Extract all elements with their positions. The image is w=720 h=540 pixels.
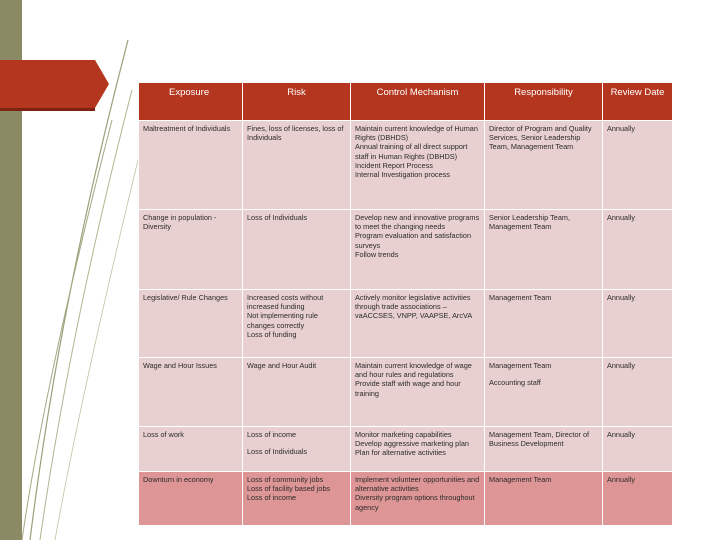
title-banner [0,60,95,108]
cell-control: Maintain current knowledge of Human Rights (DBHDS) Annual training of all direct support staff in Human Rights (DBHDS) Incident Report Process Internal Investigation process [351,121,485,210]
table-row [139,290,673,358]
risk-management-table [138,82,673,526]
cell-responsibility: Management Team [485,472,603,526]
cell-review: Annually [603,472,673,526]
cell-control: Implement volunteer opportunities and alternative activities Diversity program options throughout agency [351,472,485,526]
cell-risk: Loss of community jobs Loss of facility based jobs Loss of income [243,472,351,526]
header-review-date: Review Date [603,83,673,121]
table-header-row [139,83,673,121]
cell-risk: Increased costs without increased funding Not implementing rule changes correctly Loss of funding [243,290,351,358]
table-row [139,472,673,526]
cell-responsibility: Management Team [485,290,603,358]
header-exposure: Exposure [139,83,243,121]
cell-exposure: Downturn in economy [139,472,243,526]
cell-risk: Wage and Hour Audit [243,358,351,427]
table-row [139,358,673,427]
cell-risk-extra: Loss of Individuals [247,447,308,457]
title-banner-shadow [0,108,95,111]
header-control-mechanism: Control Mechanism [351,83,485,121]
cell-responsibility: Management Team, Director of Business Development [485,427,603,472]
cell-exposure: Maltreatment of Individuals [139,121,243,210]
cell-responsibility: Management Team Accounting staff [485,358,603,427]
cell-review: Annually [603,121,673,210]
cell-review: Annually [603,358,673,427]
cell-control: Maintain current knowledge of wage and hour rules and regulations Provide staff with wage and hour training [351,358,485,427]
cell-risk: Loss of income Loss of Individuals [243,427,351,472]
cell-control: Develop new and innovative programs to meet the changing needs Program evaluation and satisfaction surveys Follow trends [351,210,485,290]
cell-control: Monitor marketing capabilities Develop aggressive marketing plan Plan for alternative activities [351,427,485,472]
cell-review: Annually [603,427,673,472]
table-row [139,210,673,290]
cell-responsibility: Director of Program and Quality Services, Senior Leadership Team, Management Team [485,121,603,210]
table-row [139,427,673,472]
cell-responsibility: Senior Leadership Team, Management Team [485,210,603,290]
cell-control: Actively monitor legislative activities through trade associations – vaACCSES, VNPP, VAAPSE, ArcVA [351,290,485,358]
cell-exposure: Legislative/ Rule Changes [139,290,243,358]
cell-exposure: Loss of work [139,427,243,472]
title-banner-fold [95,60,109,108]
cell-review: Annually [603,210,673,290]
cell-risk: Fines, loss of licenses, loss of Individuals [243,121,351,210]
header-responsibility: Responsibility [485,83,603,121]
cell-responsibility-extra: Accounting staff [489,378,541,388]
cell-exposure: Wage and Hour Issues [139,358,243,427]
table-row [139,121,673,210]
cell-risk: Loss of Individuals [243,210,351,290]
cell-review: Annually [603,290,673,358]
cell-exposure: Change in population - Diversity [139,210,243,290]
header-risk: Risk [243,83,351,121]
